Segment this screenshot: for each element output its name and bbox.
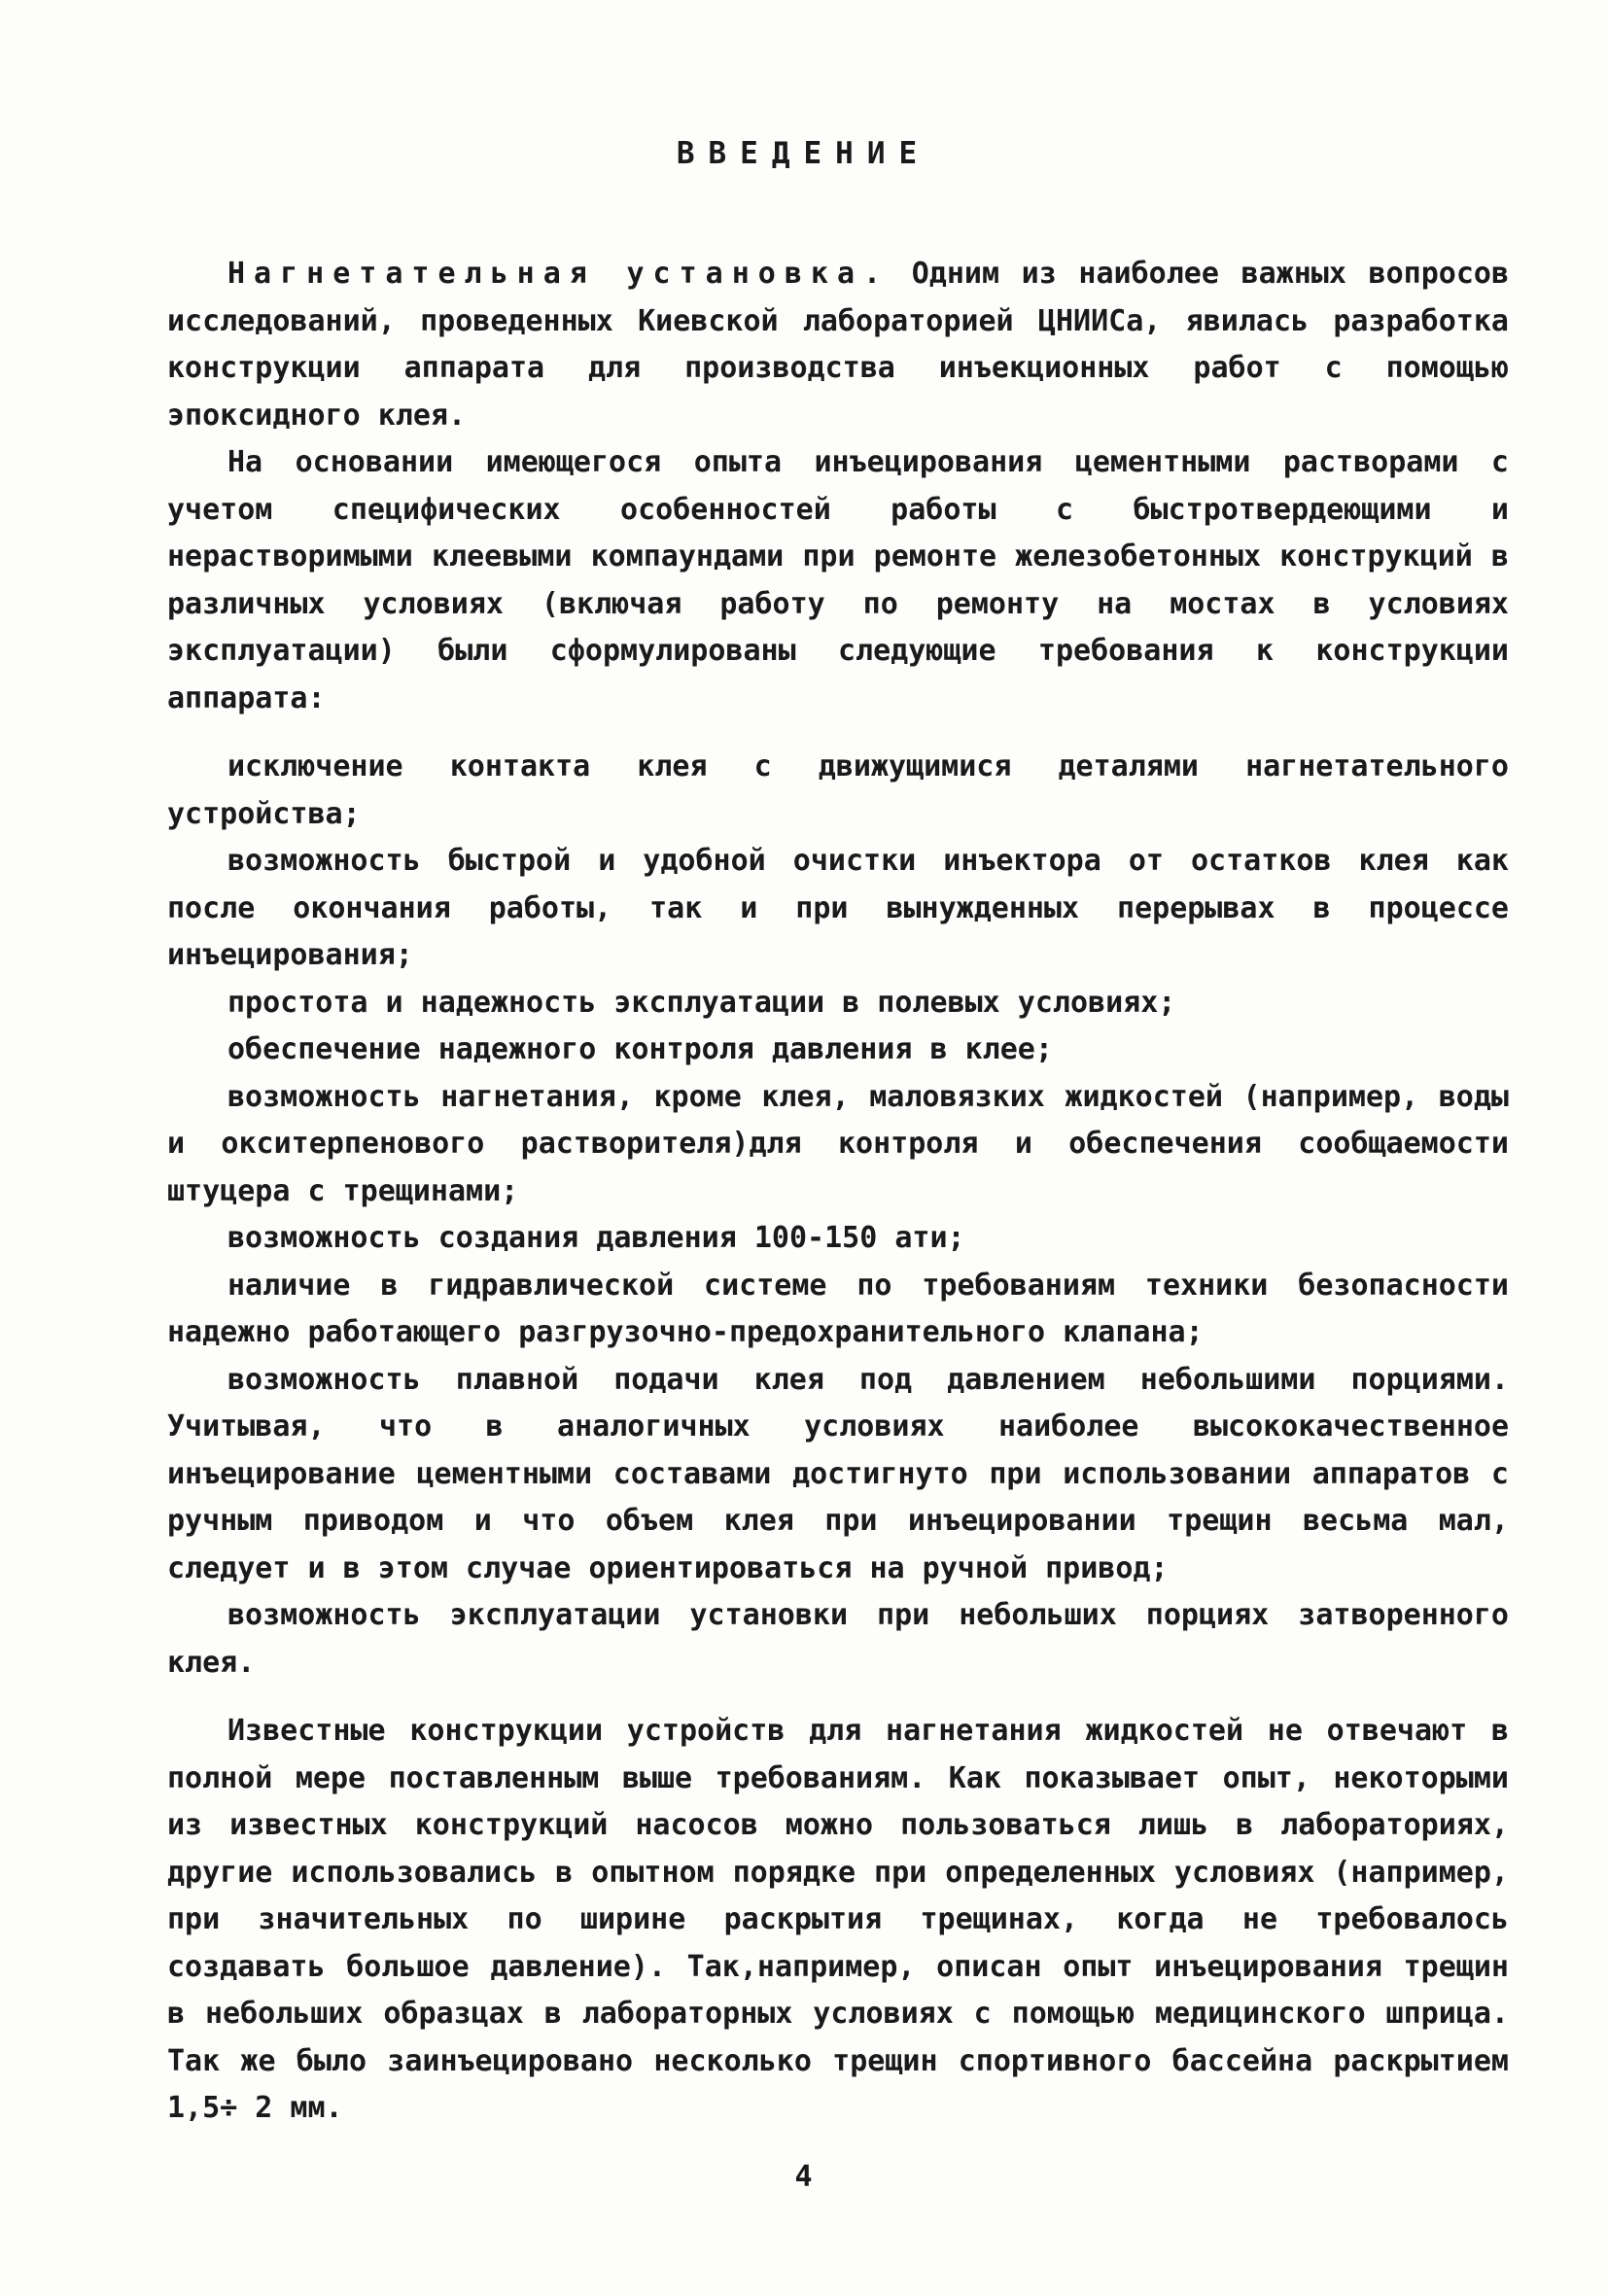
requirement-item: простота и надежность эксплуатации в полевых условиях; <box>227 985 1176 1020</box>
page-number: 4 <box>794 2160 813 2194</box>
requirement-item: наличие в гидравлической системе по требованиям техники безопасности надежно работающего разгрузочно-предохранительного клапана; <box>167 1268 1509 1349</box>
requirements-intro-paragraph: На основании имеющегося опыта инъецирования цементными растворами с учетом специфических особенностей работы с быстротвердеющими и нерастворимыми клеевыми компаундами при ремонте железобетонных конструкций в различных условиях (включая работу по ремонту на мостах в условиях эксплуатации) были сформулированы следующие требования к конструкции аппарата: <box>167 445 1509 715</box>
requirement-item: возможность эксплуатации установки при небольших порциях затворенного клея. <box>167 1598 1509 1680</box>
requirements-list <box>167 744 1509 1687</box>
intro-text: Одним из наиболее важных вопросов исследований, проведенных Киевской лабораторией ЦНИИСа, явилась разработка конструкции аппарата для производства инъекционных работ с помощью эпоксидного клея. <box>167 257 1510 433</box>
requirement-item: обеспечение надежного контроля давления в клее; <box>227 1032 1053 1066</box>
requirement-item: возможность быстрой и удобной очистки инъектора от остатков клея как после окончания работы, так и при вынужденных перерывах в процессе инъецирования; <box>167 844 1509 972</box>
intro-term: Нагнетательная установка. <box>227 257 891 291</box>
intro-paragraph <box>167 251 1509 439</box>
section-heading: ВВЕДЕНИЕ <box>676 136 931 171</box>
requirement-item: возможность плавной подачи клея под давлением небольшими порциями. Учитывая, что в аналогичных условиях наиболее высококачественное инъецирование цементными составами достигнуто при использовании аппаратов с ручным приводом и что объем клея при инъецировании трещин весьма мал, следует и в этом случае ориентироваться на ручной привод; <box>167 1362 1509 1585</box>
requirement-item: исключение контакта клея с движущимися деталями нагнетательного устройства; <box>167 749 1509 831</box>
document-body <box>167 251 1509 2133</box>
requirement-item: возможность нагнетания, кроме клея, маловязких жидкостей (например, воды и окситерпенового растворителя)для контроля и обеспечения сообщаемости штуцера с трещинами; <box>167 1079 1509 1208</box>
known-designs-paragraph: Известные конструкции устройств для нагнетания жидкостей не отвечают в полной мере поставленным выше требованиям. Как показывает опыт, некоторыми из известных конструкций насосов можно пользоваться лишь в лабораториях, другие использовались в опытном порядке при определенных условиях (например, при значительных по ширине раскрытия трещинах, когда не требовалось создавать большое давление). Так,например, описан опыт инъецирования трещин в небольших образцах в лабораторных условиях с помощью медицинского шприца. Так же было заинъецировано несколько трещин спортивного бассейна раскрытием 1,5÷ 2 мм. <box>167 1714 1509 2125</box>
requirement-item: возможность создания давления 100-150 ати; <box>227 1221 965 1255</box>
